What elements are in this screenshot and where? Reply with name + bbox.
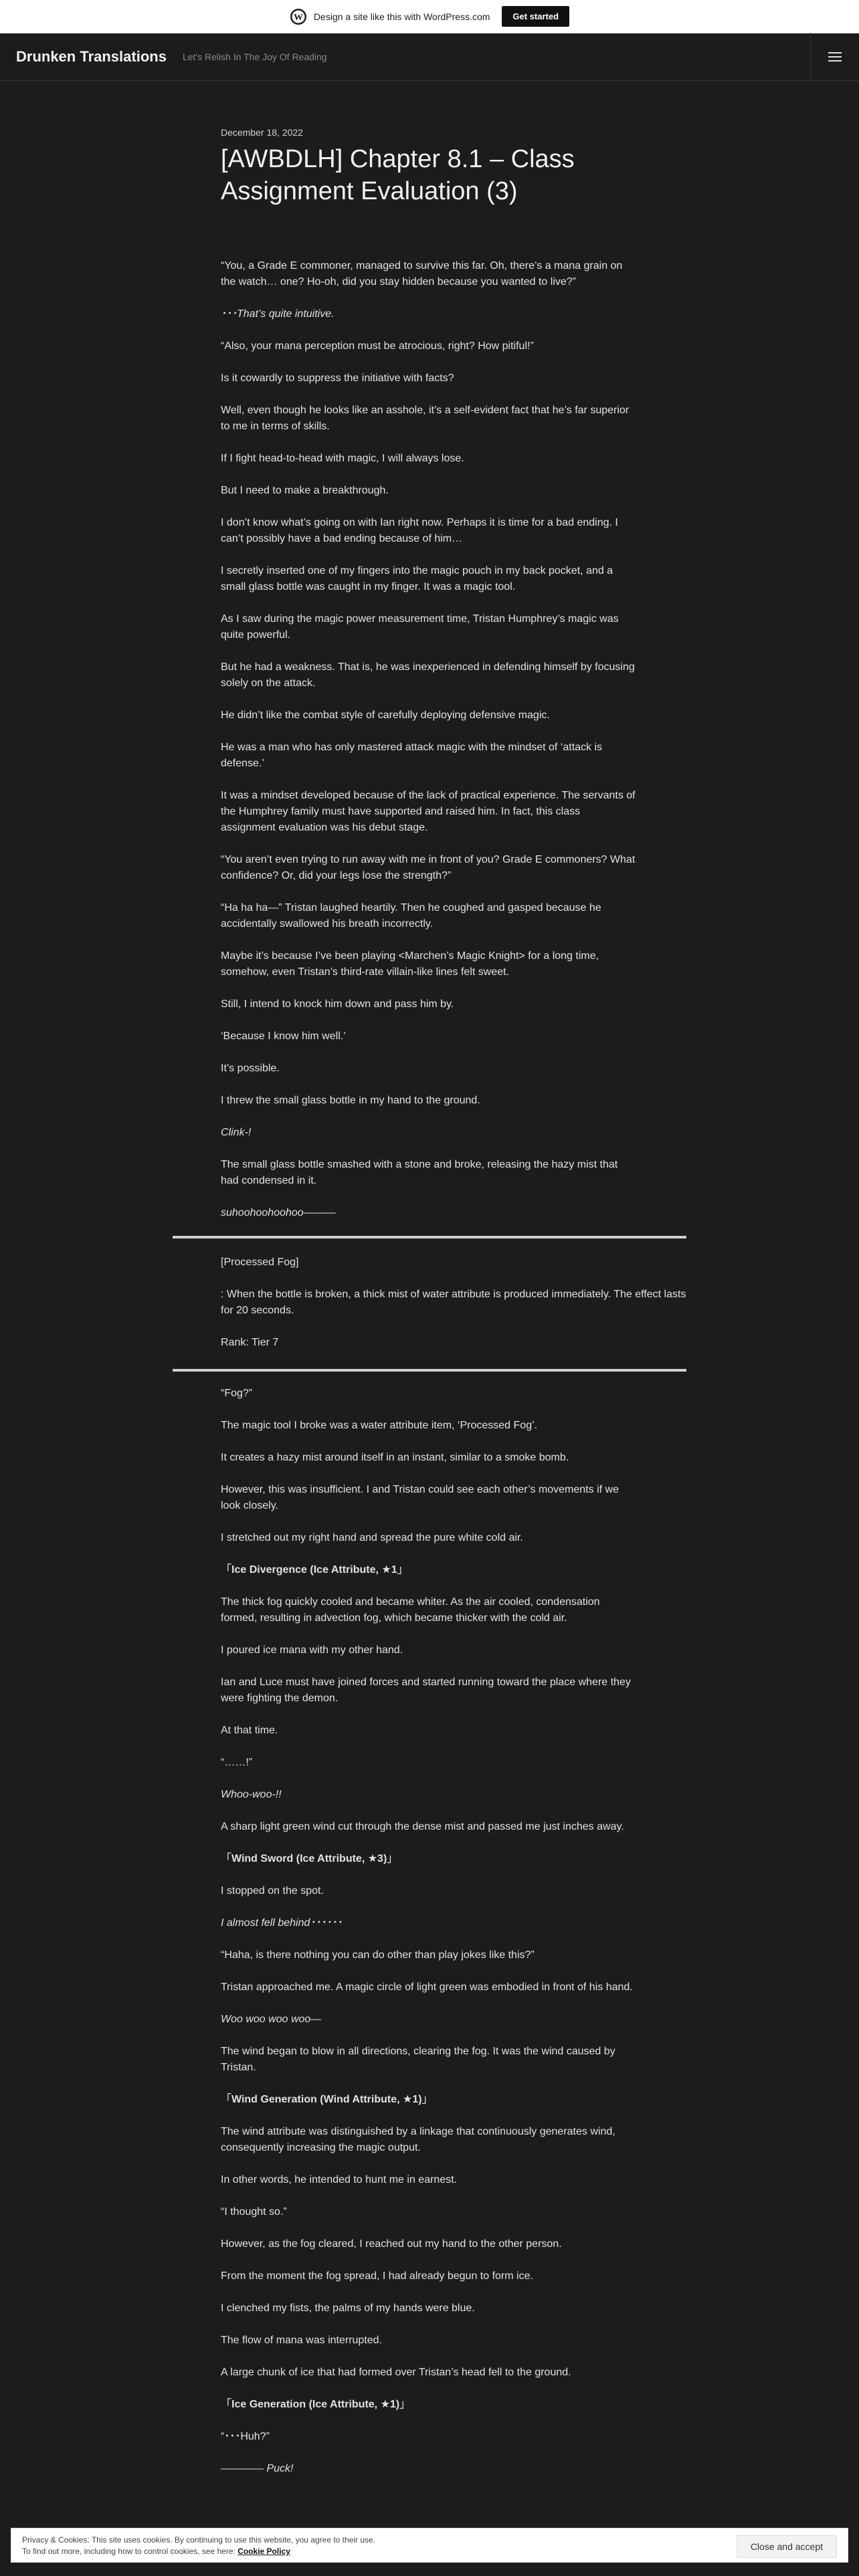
paragraph: In other words, he intended to hunt me in earnest. (221, 2174, 458, 2185)
cookie-banner (11, 2528, 848, 2563)
paragraph: I stopped on the spot. (221, 1885, 324, 1897)
paragraph: “Ha ha ha—” Tristan laughed heartily. Then he coughed and gasped because he accidentally swallowed his breath incorrectly. (221, 902, 601, 930)
paragraph: “……!” (221, 1757, 253, 1768)
paragraph: Clink-! (221, 1127, 252, 1138)
paragraph: 「Wind Generation (Wind Attribute, ★1)」 (221, 2094, 433, 2105)
paragraph: The small glass bottle smashed with a stone and broke, releasing the hazy mist that had condensed in it. (221, 1159, 618, 1186)
paragraph: “I thought so.” (221, 2206, 287, 2218)
close-and-accept-button[interactable]: Close and accept (737, 2535, 837, 2558)
paragraph: ‘Because I know him well.’ (221, 1031, 346, 1042)
post-content-part-2 (221, 1386, 636, 2493)
item-name: [Processed Fog] (221, 1257, 299, 1268)
paragraph: But I need to make a breakthrough. (221, 485, 389, 496)
cookie-notice-text (22, 2535, 375, 2557)
paragraph: I poured ice mana with my other hand. (221, 1644, 403, 1656)
cookie-policy-link[interactable]: Cookie Policy (237, 2547, 290, 2556)
paragraph: The flow of mana was interrupted. (221, 2335, 383, 2346)
paragraph: ･･･That’s quite intuitive. (221, 308, 335, 320)
paragraph: From the moment the fog spread, I had already begun to form ice. (221, 2270, 533, 2282)
item-info-box (173, 1236, 686, 1372)
paragraph: Whoo-woo-!! (221, 1789, 282, 1800)
paragraph: The wind attribute was distinguished by a linkage that continuously generates wind, consequently increasing the magic output. (221, 2126, 615, 2153)
cookie-notice-more: To find out more, including how to control cookies, see here: (22, 2547, 235, 2556)
menu-toggle-button[interactable] (810, 33, 859, 80)
paragraph: He didn’t like the combat style of carefully deploying defensive magic. (221, 710, 550, 721)
paragraph: I threw the small glass bottle in my hand to the ground. (221, 1095, 480, 1106)
paragraph: ―――― Puck! (221, 2463, 294, 2474)
hamburger-menu-icon (828, 51, 842, 62)
paragraph: But he had a weakness. That is, he was inexperienced in defending himself by focusing solely on the attack. (221, 661, 635, 689)
paragraph: Maybe it’s because I’ve been playing <Marchen’s Magic Knight> for a long time, somehow, even Tristan’s third-rate villain-like lines felt sweet. (221, 950, 599, 978)
svg-text:W: W (293, 12, 303, 23)
paragraph: Still, I intend to knock him down and pass him by. (221, 998, 454, 1010)
paragraph: I secretly inserted one of my fingers into the magic pouch in my back pocket, and a small glass bottle was caught in my finger. It was a magic tool. (221, 565, 613, 593)
cookie-notice-line-2 (22, 2546, 375, 2557)
paragraph: A sharp light green wind cut through the dense mist and passed me just inches away. (221, 1821, 624, 1832)
paragraph: I clenched my fists, the palms of my hands were blue. (221, 2302, 475, 2314)
paragraph: The magic tool I broke was a water attribute item, ‘Processed Fog’. (221, 1420, 538, 1431)
paragraph: The thick fog quickly cooled and became whiter. As the air cooled, condensation formed, resulting in advection fog, which became thicker with the cold air. (221, 1596, 600, 1624)
site-title[interactable]: Drunken Translations (16, 47, 167, 65)
site-tagline: Let's Relish In The Joy Of Reading (182, 51, 327, 62)
paragraph: As I saw during the magic power measurement time, Tristan Humphrey’s magic was quite powerful. (221, 613, 619, 641)
wordpress-logo-icon[interactable] (290, 8, 307, 25)
paragraph: A large chunk of ice that had formed over Tristan’s head fell to the ground. (221, 2367, 571, 2378)
paragraph: Tristan approached me. A magic circle of light green was embodied in front of his hand. (221, 1981, 633, 1993)
paragraph: suhoohoohoohoo――― (221, 1207, 336, 1218)
paragraph: “You aren’t even trying to run away with me in front of you? Grade E commoners? What confidence? Or, did your legs lose the strength?” (221, 854, 636, 881)
paragraph: It was a mindset developed because of the lack of practical experience. The servants of the Humphrey family must have supported and raised him. In fact, this class assignment evaluation was his debut stage. (221, 790, 636, 833)
paragraph: “You, a Grade E commoner, managed to survive this far. Oh, there’s a mana grain on the watch… one? Ho-oh, did you stay hidden because you wanted to live?” (221, 260, 623, 288)
site-header (0, 33, 859, 81)
paragraph: “Haha, is there nothing you can do other than play jokes like this?” (221, 1949, 535, 1961)
paragraph: It creates a hazy mist around itself in an instant, similar to a smoke bomb. (221, 1452, 569, 1463)
paragraph: However, this was insufficient. I and Tristan could see each other’s movements if we look closely. (221, 1484, 619, 1511)
paragraph: The wind began to blow in all directions, clearing the fog. It was the wind caused by Tristan. (221, 2046, 615, 2073)
paragraph: I almost fell behind･･････ (221, 1917, 343, 1929)
paragraph: “Fog?” (221, 1388, 253, 1399)
item-description: : When the bottle is broken, a thick mist of water attribute is produced immediately. The effect lasts for 20 seconds. (221, 1289, 686, 1316)
post-date[interactable]: December 18, 2022 (221, 127, 303, 138)
paragraph: It’s possible. (221, 1063, 280, 1074)
paragraph: At that time. (221, 1725, 278, 1736)
paragraph: I don’t know what’s going on with Ian right now. Perhaps it is time for a bad ending. I can’t possibly have a bad ending because of him… (221, 517, 618, 544)
cookie-notice-line-1: Privacy & Cookies: This site uses cookies. By continuing to use this website, you agree to their use. (22, 2535, 376, 2545)
post-content-part-1 (221, 258, 636, 1237)
get-started-button[interactable]: Get started (502, 6, 569, 27)
paragraph: I stretched out my right hand and spread the pure white cold air. (221, 1532, 523, 1543)
item-rank: Rank: Tier 7 (221, 1337, 279, 1348)
post-title: [AWBDLH] Chapter 8.1 – Class Assignment Evaluation (3) (221, 145, 575, 205)
paragraph: 「Wind Sword (Ice Attribute, ★3)」 (221, 1853, 398, 1864)
paragraph: If I fight head-to-head with magic, I will always lose. (221, 453, 464, 464)
paragraph: However, as the fog cleared, I reached out my hand to the other person. (221, 2238, 562, 2250)
wordpress-promo-bar (0, 0, 859, 33)
paragraph: “･･･Huh?” (221, 2431, 270, 2442)
paragraph: “Also, your mana perception must be atrocious, right? How pitiful!” (221, 340, 534, 352)
paragraph: Ian and Luce must have joined forces and started running toward the place where they were fighting the demon. (221, 1677, 631, 1704)
paragraph: He was a man who has only mastered attack magic with the mindset of ‘attack is defense.’ (221, 742, 603, 769)
wordpress-promo-text[interactable]: Design a site like this with WordPress.com (313, 11, 490, 22)
paragraph: Well, even though he looks like an asshole, it’s a self-evident fact that he’s far superior to me in terms of skills. (221, 405, 630, 432)
paragraph: Is it cowardly to suppress the initiative with facts? (221, 372, 454, 384)
paragraph: 「Ice Generation (Ice Attribute, ★1)」 (221, 2399, 411, 2410)
post-header (221, 127, 636, 224)
paragraph: Woo woo woo woo— (221, 2014, 322, 2025)
paragraph: 「Ice Divergence (Ice Attribute, ★1」 (221, 1564, 408, 1576)
